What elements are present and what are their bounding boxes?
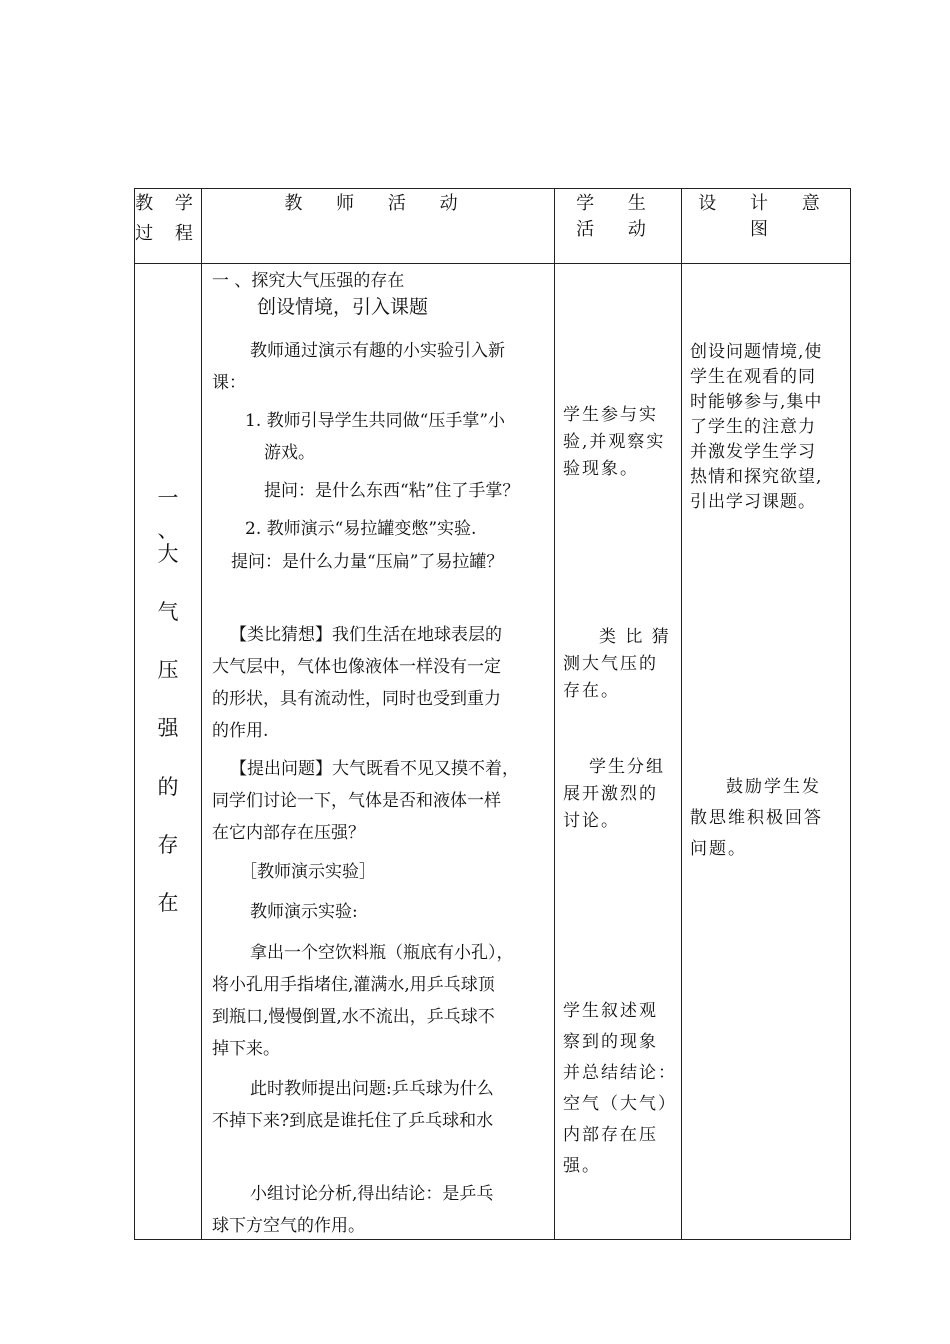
phase-cell — [135, 264, 202, 1240]
intent-text-line: 热情和探究欲望, — [690, 467, 823, 487]
intent-text-line: 时能够参与,集中 — [690, 392, 823, 412]
student-text-line: 验现象。 — [563, 459, 639, 479]
intent-text-line: 了学生的注意力 — [690, 417, 816, 437]
teacher-text-line: 1. 教师引导学生共同做“压手掌”小 — [245, 411, 506, 431]
phase-char: 强 — [157, 716, 179, 740]
teacher-text-line: 教师演示实验: — [250, 902, 358, 922]
header-process — [135, 189, 202, 264]
header-process-line2: 过 程 — [135, 223, 201, 244]
intent-text-line: 鼓励学生发 — [726, 777, 821, 797]
intent-text-line: 并激发学生学习 — [690, 442, 816, 462]
phase-char: 存 — [157, 833, 179, 857]
teacher-text-line: 教师通过演示有趣的小实验引入新 — [250, 341, 505, 361]
phase-char: 的 — [157, 775, 179, 799]
phase-char: 大 — [157, 542, 179, 566]
student-block — [563, 996, 677, 1182]
student-block — [563, 754, 677, 835]
teacher-text-line: 将小孔用手指堵住,灌满水,用乒乓球顶 — [212, 975, 495, 995]
student-block — [563, 402, 677, 483]
teacher-text-line: 提问：是什么东西“粘”住了手掌？ — [264, 481, 520, 501]
teacher-text-line: 【提出问题】大气既看不见又摸不着， — [230, 759, 519, 779]
student-text-line: 讨论。 — [563, 811, 620, 831]
teacher-text-line: 小组讨论分析,得出结论：是乒乓 — [250, 1184, 494, 1204]
intent-text-line: 散思维积极回答 — [690, 808, 823, 828]
intent-text-line: 创设问题情境,使 — [690, 342, 823, 362]
intent-block — [690, 772, 846, 865]
header-row — [135, 189, 851, 264]
student-block — [563, 624, 677, 705]
subheading: 创设情境，引入课题 — [257, 296, 429, 318]
header-student-activity: 学 生 活 动 — [555, 189, 682, 264]
teacher-text-line: 【类比猜想】我们生活在地球表层的 — [230, 625, 502, 645]
phase-char: 在 — [157, 891, 179, 915]
student-text-line: 察到的现象 — [563, 1032, 658, 1052]
teacher-text-line: 拿出一个空饮料瓶（瓶底有小孔）， — [250, 943, 514, 963]
teacher-text-line: 的作用. — [212, 721, 269, 741]
intent-text-line: 学生在观看的同 — [690, 367, 816, 387]
teacher-text-line: 不掉下来?到底是谁托住了乒乓球和水 — [212, 1111, 494, 1131]
teacher-text-line: 此时教师提出问题:乒乓球为什么 — [250, 1079, 494, 1099]
teacher-text-line: 同学们讨论一下，气体是否和液体一样 — [212, 791, 501, 811]
teacher-text-line: ［教师演示实验］ — [240, 862, 376, 882]
design-intent-cell — [682, 264, 851, 1240]
header-design-intent: 设 计 意 图 — [682, 189, 851, 264]
student-text-line: 并总结结论： — [563, 1063, 677, 1083]
phase-char: 气 — [157, 600, 179, 624]
student-text-line: 学生参与实 — [563, 405, 658, 425]
intent-block — [690, 340, 846, 515]
student-activity-cell — [555, 264, 682, 1240]
phase-char: 一 — [157, 486, 179, 510]
phase-row — [135, 264, 851, 1240]
teacher-text-line: 游戏。 — [264, 443, 315, 463]
student-text-line: 内部存在压 — [563, 1125, 658, 1145]
header-process-line1: 教 学 — [135, 193, 201, 214]
student-text-line: 存在。 — [563, 681, 620, 701]
student-text-line: 类 比 猜 — [599, 627, 671, 647]
phase-char: 、 — [157, 518, 179, 542]
section-heading: 一 、探究大气压强的存在 — [212, 271, 405, 291]
teacher-text-line: 的形状，具有流动性，同时也受到重力 — [212, 689, 501, 709]
student-text-line: 空气（大气） — [563, 1094, 677, 1114]
teacher-activity-cell — [202, 264, 555, 1240]
teacher-text-line: 掉下来。 — [212, 1039, 280, 1059]
intent-text-line: 引出学习课题。 — [690, 492, 816, 512]
student-text-line: 展开激烈的 — [563, 784, 658, 804]
phase-char: 压 — [157, 658, 179, 682]
student-text-line: 测大气压的 — [563, 654, 658, 674]
teacher-text-line: 提问：是什么力量“压扁”了易拉罐？ — [231, 552, 504, 572]
student-text-line: 验,并观察实 — [563, 432, 666, 452]
teacher-text-line: 球下方空气的作用。 — [212, 1216, 365, 1236]
student-text-line: 学生叙述观 — [563, 1001, 658, 1021]
teacher-text-line: 到瓶口,慢慢倒置,水不流出，乒乓球不 — [212, 1007, 495, 1027]
teacher-text-line: 在它内部存在压强？ — [212, 823, 365, 843]
student-text-line: 强。 — [563, 1156, 601, 1176]
header-teacher-activity: 教 师 活 动 — [202, 189, 555, 264]
teacher-text-line: 2. 教师演示“易拉罐变憋”实验. — [245, 519, 477, 539]
teacher-text-line: 大气层中，气体也像液体一样没有一定 — [212, 657, 501, 677]
lesson-plan-table — [134, 188, 851, 1240]
student-text-line: 学生分组 — [589, 757, 665, 777]
teacher-text-line: 课： — [212, 373, 246, 393]
intent-text-line: 问题。 — [690, 839, 747, 859]
